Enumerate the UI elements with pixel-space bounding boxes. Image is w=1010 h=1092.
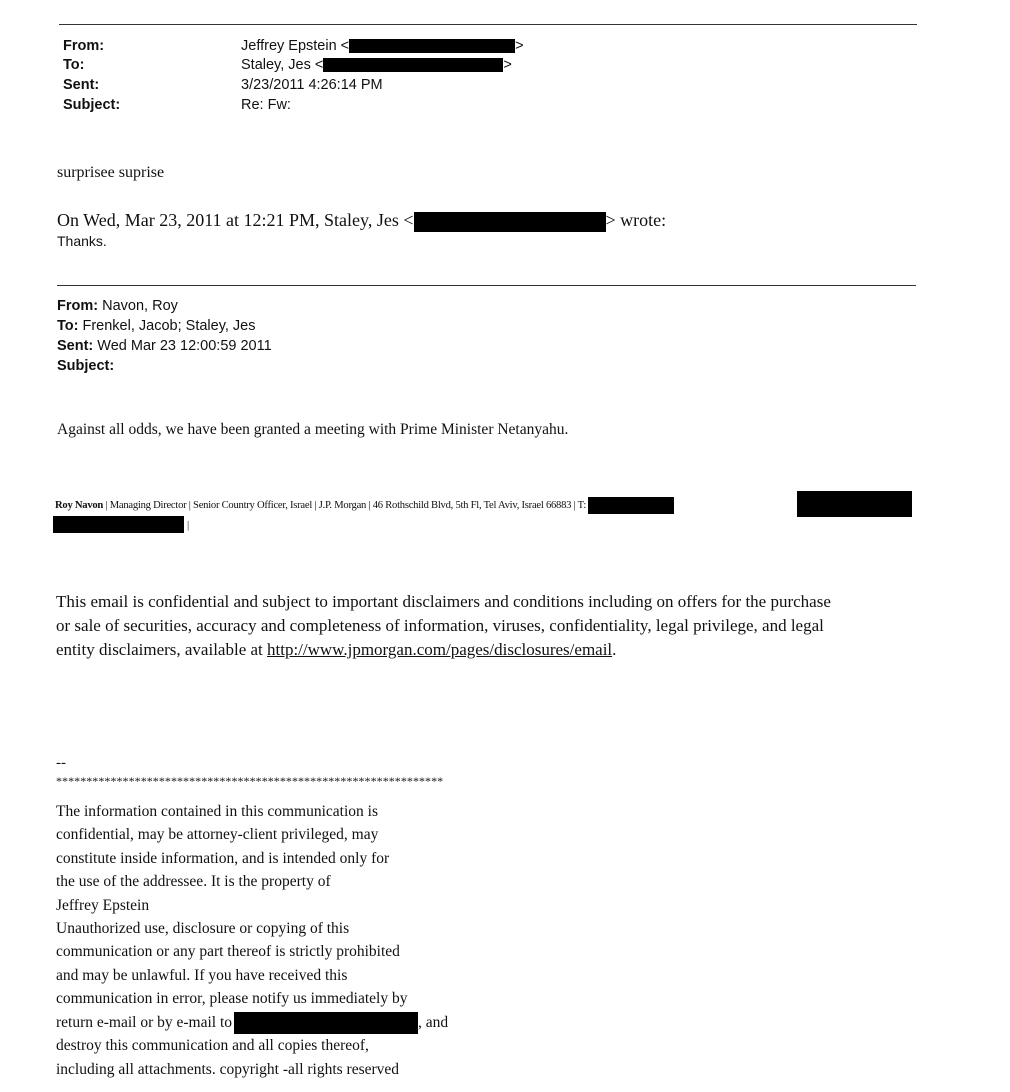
to-label: To: [63, 57, 85, 73]
subject-label: Subject: [63, 97, 121, 113]
from-value: Jeffrey Epstein < > [241, 38, 524, 54]
to-value: Staley, Jes < > [241, 57, 512, 73]
forward-divider [57, 285, 916, 286]
signature-line-2: | [53, 515, 189, 533]
redaction-bar [797, 491, 912, 517]
forwarded-body: Against all odds, we have been granted a meeting with Prime Minister Netanyahu. [57, 421, 569, 438]
top-divider [59, 24, 917, 25]
signature-line: Roy Navon | Managing Director | Senior Country Officer, Israel | J.P. Morgan | 46 Rothschild Blvd, 5th Fl, Tel Aviv, Israel 66883 | T: [55, 497, 674, 514]
footer-dashes: -- [56, 755, 66, 771]
from-label: From: [63, 38, 105, 54]
redaction-bar [234, 1012, 418, 1034]
disclosures-link[interactable]: http://www.jpmorgan.com/pages/disclosures/email [267, 640, 613, 659]
redaction-bar [414, 212, 606, 232]
footer-notice: The information contained in this communication is confidential, may be attorney-client privileged, may constitute inside information, and is intended only for the use of the addressee. It is the property of Jeffrey Epstein Unauthorized use, disclosure or copying of this communication or any part thereof is strictly prohibited and may be unlawful. If you have received this communication in error, please notify us immediately by return e-mail or by e-mail to , and destroy this communication and all copies thereof, including all attachments. copyright -all rights reserved [56, 803, 449, 1078]
redaction-bar [349, 39, 515, 53]
sent-value: 3/23/2011 4:26:14 PM [241, 77, 383, 93]
quote-line: On Wed, Mar 23, 2011 at 12:21 PM, Staley, Jes < > wrote: [57, 210, 667, 230]
jpm-disclaimer: This email is confidential and subject to important disclaimers and conditions including on offers for the purchase or sale of securities, accuracy and completeness of information, viruses, confidentiality, legal privilege, and legal entity disclaimers, available at http://www.jpmorgan.com/pages/disclosures/email. [56, 592, 831, 659]
reply-body: surprisee suprise [57, 164, 165, 181]
footer-stars: **************************************************************** [56, 774, 444, 788]
fwd-subject: Subject: [57, 358, 115, 374]
fwd-from: From: Navon, Roy [57, 298, 178, 314]
redaction-bar [53, 516, 184, 533]
fwd-to: To: Frenkel, Jacob; Staley, Jes [57, 318, 256, 334]
redaction-bar [323, 58, 503, 72]
subject-value: Re: Fw: [241, 97, 291, 113]
redaction-bar [588, 497, 674, 514]
fwd-sent: Sent: Wed Mar 23 12:00:59 2011 [57, 338, 272, 354]
quote-thanks: Thanks. [57, 233, 107, 249]
signature-name: Roy Navon [55, 499, 104, 511]
sent-label: Sent: [63, 77, 100, 93]
